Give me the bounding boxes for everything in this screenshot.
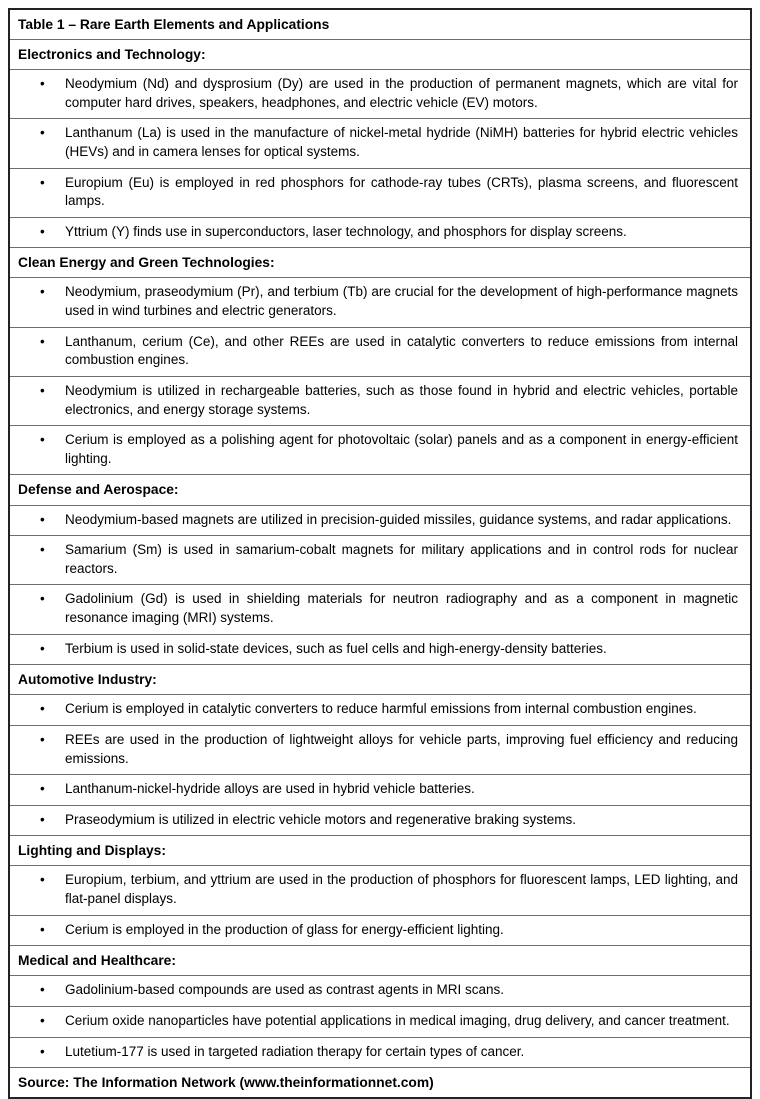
- bullet-icon: •: [40, 382, 45, 398]
- table-row: [10, 535, 750, 584]
- section-header-lighting: Lighting and Displays:: [10, 835, 750, 865]
- bullet-icon: •: [40, 731, 45, 747]
- table-row: [10, 865, 750, 914]
- bullet-text: Cerium oxide nanoparticles have potential applications in medical imaging, drug delivery, and cancer treatment.: [65, 1012, 730, 1028]
- bullet-icon: •: [40, 333, 45, 349]
- table-row: [10, 505, 750, 536]
- section-header-defense: Defense and Aerospace:: [10, 474, 750, 504]
- table-row: [10, 584, 750, 633]
- bullet-icon: •: [40, 125, 45, 141]
- table-row: [10, 694, 750, 725]
- bullet-icon: •: [40, 781, 45, 797]
- bullet-text: Neodymium (Nd) and dysprosium (Dy) are used in the production of permanent magnets, which are vital for computer hard drives, speakers, headphones, and electric vehicle (EV) motors.: [65, 76, 738, 110]
- bullet-text: Samarium (Sm) is used in samarium-cobalt magnets for military applications and in control rods for nuclear reactors.: [65, 542, 738, 576]
- table-row: [10, 805, 750, 836]
- bullet-text: Lanthanum-nickel-hydride alloys are used in hybrid vehicle batteries.: [65, 781, 475, 797]
- bullet-icon: •: [40, 811, 45, 827]
- bullet-icon: •: [40, 223, 45, 239]
- table-row: [10, 774, 750, 805]
- table-row: [10, 1006, 750, 1037]
- section-header-clean-energy: Clean Energy and Green Technologies:: [10, 247, 750, 277]
- bullet-icon: •: [40, 76, 45, 92]
- bullet-icon: •: [40, 1012, 45, 1028]
- bullet-text: Europium (Eu) is employed in red phosphors for cathode-ray tubes (CRTs), plasma screens, and fluorescent lamps.: [65, 174, 738, 209]
- bullet-icon: •: [40, 542, 45, 558]
- table-row: [10, 425, 750, 474]
- bullet-text: Neodymium is utilized in rechargeable batteries, such as those found in hybrid and electric vehicles, portable electronics, and energy storage systems.: [65, 382, 738, 417]
- bullet-text: Cerium is employed in the production of glass for energy-efficient lighting.: [65, 921, 504, 937]
- table-row: [10, 915, 750, 946]
- table-row: [10, 168, 750, 217]
- table-row: [10, 1037, 750, 1068]
- bullet-text: Europium, terbium, and yttrium are used in the production of phosphors for fluorescent lamps, LED lighting, and flat-panel displays.: [65, 872, 738, 907]
- bullet-text: Cerium is employed in catalytic converters to reduce harmful emissions from internal combustion engines.: [65, 701, 697, 717]
- bullet-icon: •: [40, 174, 45, 190]
- bullet-icon: •: [40, 1043, 45, 1059]
- section-header-electronics: Electronics and Technology:: [10, 39, 750, 69]
- bullet-icon: •: [40, 591, 45, 607]
- section-header-medical: Medical and Healthcare:: [10, 945, 750, 975]
- table-row: [10, 217, 750, 248]
- table-row: [10, 975, 750, 1006]
- bullet-text: Terbium is used in solid-state devices, such as fuel cells and high-energy-density batteries.: [65, 640, 607, 656]
- bullet-text: Yttrium (Y) finds use in superconductors, laser technology, and phosphors for display screens.: [65, 223, 627, 239]
- table-row: [10, 634, 750, 665]
- table-row: [10, 327, 750, 376]
- bullet-text: Praseodymium is utilized in electric vehicle motors and regenerative braking systems.: [65, 811, 576, 827]
- bullet-icon: •: [40, 640, 45, 656]
- bullet-icon: •: [40, 982, 45, 998]
- bullet-icon: •: [40, 921, 45, 937]
- rare-earth-elements-table: [8, 8, 752, 1099]
- bullet-text: REEs are used in the production of lightweight alloys for vehicle parts, improving fuel efficiency and reducing emissions.: [65, 731, 738, 766]
- table-row: [10, 118, 750, 167]
- bullet-text: Neodymium, praseodymium (Pr), and terbium (Tb) are crucial for the development of high-performance magnets used in wind turbines and electric generators.: [65, 284, 738, 319]
- table-row: [10, 277, 750, 326]
- bullet-text: Neodymium-based magnets are utilized in precision-guided missiles, guidance systems, and radar applications.: [65, 511, 732, 527]
- bullet-icon: •: [40, 701, 45, 717]
- bullet-icon: •: [40, 872, 45, 888]
- bullet-icon: •: [40, 284, 45, 300]
- table-source: Source: The Information Network (www.theinformationnet.com): [10, 1067, 750, 1097]
- bullet-text: Cerium is employed as a polishing agent for photovoltaic (solar) panels and as a component in energy-efficient lighting.: [65, 432, 738, 466]
- table-row: [10, 69, 750, 118]
- bullet-text: Gadolinium (Gd) is used in shielding materials for neutron radiography and as a component in magnetic resonance imaging (MRI) systems.: [65, 591, 738, 625]
- bullet-icon: •: [40, 432, 45, 448]
- section-header-automotive: Automotive Industry:: [10, 664, 750, 694]
- table-row: [10, 376, 750, 425]
- bullet-text: Gadolinium-based compounds are used as contrast agents in MRI scans.: [65, 982, 504, 998]
- table-row: [10, 725, 750, 774]
- table-title: Table 1 – Rare Earth Elements and Applications: [18, 17, 330, 32]
- bullet-text: Lutetium-177 is used in targeted radiation therapy for certain types of cancer.: [65, 1043, 525, 1059]
- bullet-text: Lanthanum (La) is used in the manufacture of nickel-metal hydride (NiMH) batteries for hybrid electric vehicles (HEVs) and in camera lenses for optical systems.: [65, 125, 738, 159]
- bullet-text: Lanthanum, cerium (Ce), and other REEs are used in catalytic converters to reduce emissions from internal combustion engines.: [65, 333, 738, 368]
- bullet-icon: •: [40, 511, 45, 527]
